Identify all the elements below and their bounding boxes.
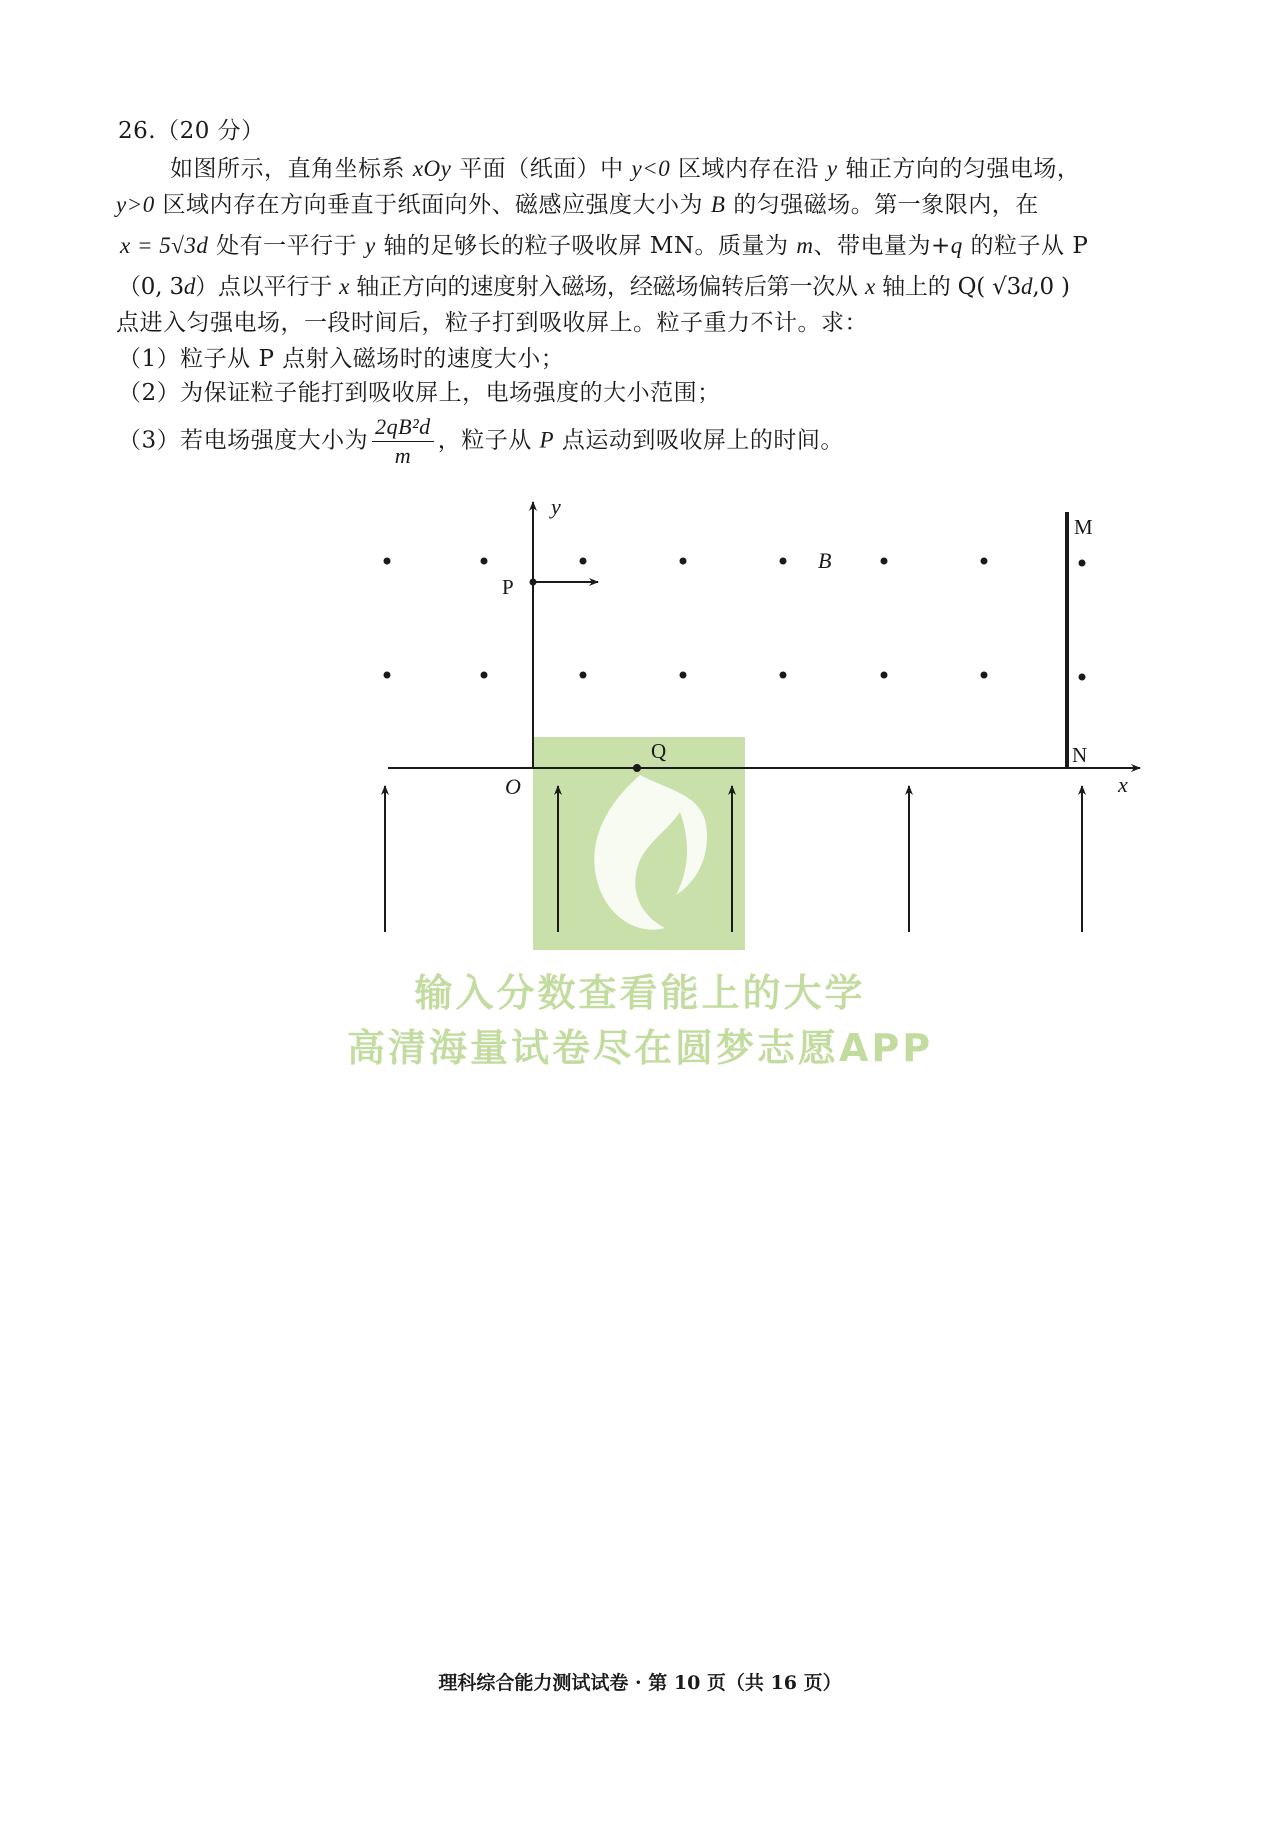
field-dot [981, 672, 988, 679]
math-d: d [1021, 274, 1033, 299]
math-cond: y>0 [116, 192, 155, 217]
field-dot [981, 558, 988, 565]
problem-score: （20 分） [156, 118, 265, 144]
math-P: P [539, 427, 555, 453]
text: 区域内存在方向垂直于纸面向外、磁感应强度大小为 [154, 192, 711, 218]
text: 平面（纸面）中 [451, 156, 632, 182]
problem-number: 26. [118, 118, 157, 144]
math-cond: y<0 [631, 156, 671, 181]
page-footer: 理科综合能力测试试卷 · 第 10 页（共 16 页） [438, 1672, 842, 1694]
text: 、带电量为+ [813, 233, 951, 259]
point-q [633, 764, 641, 772]
text: 轴正方向的速度射入磁场，经磁场偏转后第一次从 [349, 274, 865, 300]
text: 轴的足够长的粒子吸收屏 MN。质量为 [375, 233, 797, 259]
text: 轴正方向的匀强电场， [837, 156, 1081, 182]
text: ）点以平行于 [195, 274, 340, 300]
math-y: y [364, 233, 376, 258]
label-x: x [1118, 772, 1128, 797]
math-xoy: xOy [412, 156, 452, 181]
label-b: B [818, 548, 832, 573]
field-dot [680, 558, 687, 565]
question-2: （2）为保证粒子能打到吸收屏上，电场强度的大小范围； [118, 380, 721, 406]
watermark-line-1: 输入分数查看能上的大学 [414, 971, 866, 1015]
text: 处有一平行于 [208, 233, 365, 259]
watermark-line-2: 高清海量试卷尽在圆梦志愿APP [346, 1026, 934, 1070]
field-dot [1079, 674, 1086, 681]
field-dot [481, 672, 488, 679]
field-dot [881, 672, 888, 679]
label-m: M [1074, 515, 1093, 539]
field-dot [580, 672, 587, 679]
field-dot [680, 672, 687, 679]
text: 点运动到吸收屏上的时间。 [554, 427, 844, 454]
text: 如图所示，直角坐标系 [170, 156, 413, 182]
text: 的匀强磁场。第一象限内，在 [725, 192, 1039, 218]
math-x: x [339, 274, 350, 299]
field-dot [481, 558, 488, 565]
text: ，粒子从 [437, 427, 540, 454]
field-dot [1079, 560, 1086, 567]
text: 轴上的 Q( √3 [874, 274, 1022, 300]
math-d: d [183, 274, 196, 299]
math-q: q [950, 233, 963, 258]
field-dot [780, 558, 787, 565]
label-y: y [551, 494, 561, 519]
field-dot [881, 558, 888, 565]
field-dot [780, 672, 787, 679]
field-dot [384, 672, 391, 679]
math-m: m [796, 233, 814, 258]
math-B: B [710, 192, 726, 217]
fraction-numerator: 2qB²d [372, 414, 434, 442]
text: （3）若电场强度大小为 [118, 427, 369, 454]
math-eq: x = 5√3d [120, 233, 209, 258]
field-dot [580, 558, 587, 565]
math-x: x [864, 274, 875, 299]
math-y: y [826, 156, 838, 181]
question-1: （1）粒子从 P 点射入磁场时的速度大小； [118, 346, 565, 372]
text: 的粒子从 P [962, 233, 1089, 259]
field-dot [384, 558, 391, 565]
label-n: N [1072, 743, 1088, 767]
text: 区域内存在沿 [670, 156, 827, 182]
label-p: P [502, 575, 514, 599]
label-q: Q [651, 739, 667, 763]
label-o: O [505, 774, 521, 799]
text: （0, 3 [118, 274, 184, 300]
stem-line-5: 点进入匀强电场，一段时间后，粒子打到吸收屏上。粒子重力不计。求： [116, 310, 868, 336]
fraction-denominator: m [394, 443, 412, 468]
text: ,0 ) [1032, 274, 1070, 300]
magnetic-field-dots [384, 558, 1086, 681]
